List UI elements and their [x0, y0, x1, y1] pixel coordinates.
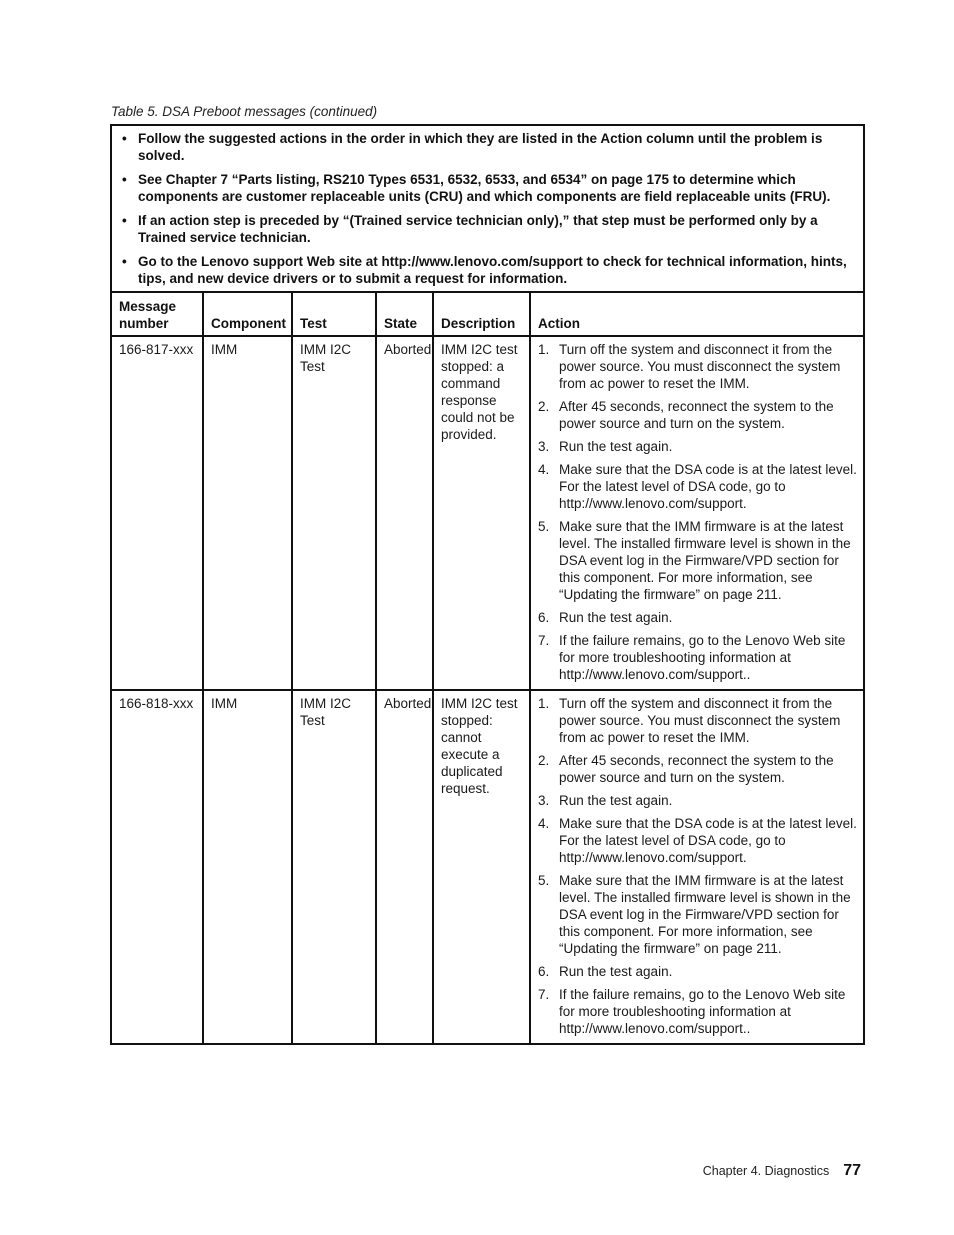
header-component: Component — [203, 292, 292, 336]
header-test: Test — [292, 292, 376, 336]
description-cell: IMM I2C test stopped: a command response could not be provided. — [433, 336, 530, 690]
footer-chapter: Chapter 4. Diagnostics — [702, 1164, 830, 1178]
action-step — [538, 815, 857, 866]
action-cell — [530, 690, 864, 1044]
state-cell: Aborted — [376, 336, 433, 690]
header-row — [111, 292, 864, 336]
component-cell: IMM — [203, 690, 292, 1044]
action-step — [538, 518, 857, 603]
step-text: If the failure remains, go to the Lenovo Web site for more troubleshooting information at http://www.lenovo.com/support.. — [559, 987, 846, 1036]
notes-row — [111, 125, 864, 292]
step-number: 4. — [538, 462, 550, 477]
header-action: Action — [530, 292, 864, 336]
step-text: Make sure that the DSA code is at the latest level. For the latest level of DSA code, go to http://www.lenovo.com/support. — [559, 462, 857, 511]
step-text: After 45 seconds, reconnect the system to the power source and turn on the system. — [559, 399, 834, 431]
step-text: Run the test again. — [559, 439, 673, 454]
step-number: 2. — [538, 753, 550, 768]
step-number: 6. — [538, 964, 550, 979]
action-list — [538, 695, 857, 1037]
test-cell: IMM I2C Test — [292, 336, 376, 690]
step-number: 1. — [538, 696, 550, 711]
header-description: Description — [433, 292, 530, 336]
note-item: • Follow the suggested actions in the order in which they are listed in the Action column until the problem is solved. — [120, 130, 853, 164]
table-row — [111, 336, 864, 690]
notes-cell — [111, 125, 864, 292]
step-number: 3. — [538, 439, 550, 454]
step-number: 1. — [538, 342, 550, 357]
note-item: • If an action step is preceded by “(Trained service technician only),” that step must be performed only by a Trained service technician. — [120, 212, 853, 246]
action-list — [538, 341, 857, 683]
component-cell: IMM — [203, 336, 292, 690]
action-step — [538, 792, 857, 809]
table-row — [111, 690, 864, 1044]
dsa-preboot-messages-table — [110, 124, 865, 1045]
test-cell: IMM I2C Test — [292, 690, 376, 1044]
table-caption: Table 5. DSA Preboot messages (continued) — [111, 104, 378, 119]
action-step — [538, 695, 857, 746]
action-step — [538, 872, 857, 957]
step-number: 5. — [538, 519, 550, 534]
description-cell: IMM I2C test stopped: cannot execute a duplicated request. — [433, 690, 530, 1044]
action-step — [538, 986, 857, 1037]
header-message-number: Message number — [111, 292, 203, 336]
step-text: Turn off the system and disconnect it from the power source. You must disconnect the system from ac power to reset the IMM. — [559, 696, 841, 745]
step-text: Turn off the system and disconnect it from the power source. You must disconnect the system from ac power to reset the IMM. — [559, 342, 841, 391]
header-state: State — [376, 292, 433, 336]
message-number-cell: 166-817-xxx — [111, 336, 203, 690]
step-text: Make sure that the DSA code is at the latest level. For the latest level of DSA code, go to http://www.lenovo.com/support. — [559, 816, 857, 865]
step-text: Make sure that the IMM firmware is at the latest level. The installed firmware level is shown in the DSA event log in the Firmware/VPD section for this component. For more information, see “Updating the firmware” on page 211. — [559, 873, 851, 956]
action-step — [538, 398, 857, 432]
step-number: 7. — [538, 633, 550, 648]
action-step — [538, 341, 857, 392]
step-number: 6. — [538, 610, 550, 625]
step-text: Run the test again. — [559, 793, 673, 808]
page-footer — [703, 1162, 861, 1180]
action-step — [538, 963, 857, 980]
step-text: Run the test again. — [559, 964, 673, 979]
action-step — [538, 752, 857, 786]
page-number: 77 — [843, 1162, 861, 1179]
action-step — [538, 461, 857, 512]
step-text: Run the test again. — [559, 610, 673, 625]
step-number: 7. — [538, 987, 550, 1002]
step-text: If the failure remains, go to the Lenovo Web site for more troubleshooting information at http://www.lenovo.com/support.. — [559, 633, 846, 682]
notes-list — [120, 130, 853, 287]
step-text: After 45 seconds, reconnect the system to the power source and turn on the system. — [559, 753, 834, 785]
action-step — [538, 438, 857, 455]
action-step — [538, 632, 857, 683]
step-number: 2. — [538, 399, 550, 414]
note-item: • Go to the Lenovo support Web site at http://www.lenovo.com/support to check for technical information, hints, tips, and new device drivers or to submit a request for information. — [120, 253, 853, 287]
step-number: 4. — [538, 816, 550, 831]
step-number: 5. — [538, 873, 550, 888]
note-item: • See Chapter 7 “Parts listing, RS210 Types 6531, 6532, 6533, and 6534” on page 175 to determine which components are customer replaceable units (CRU) and which components are field replaceable units (FRU). — [120, 171, 853, 205]
action-step — [538, 609, 857, 626]
state-cell: Aborted — [376, 690, 433, 1044]
step-number: 3. — [538, 793, 550, 808]
step-text: Make sure that the IMM firmware is at the latest level. The installed firmware level is shown in the DSA event log in the Firmware/VPD section for this component. For more information, see “Updating the firmware” on page 211. — [559, 519, 851, 602]
action-cell — [530, 336, 864, 690]
message-number-cell: 166-818-xxx — [111, 690, 203, 1044]
